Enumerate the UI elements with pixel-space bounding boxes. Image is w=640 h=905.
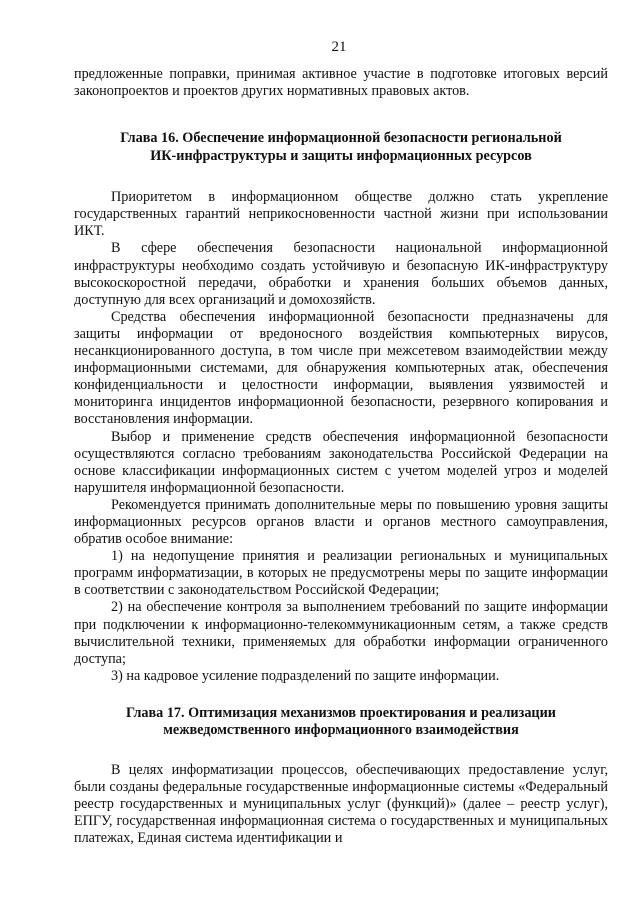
chapter-17-heading — [74, 705, 608, 740]
paragraph: Рекомендуется принимать дополнительные меры по повышению уровня защиты информационных ресурсов органов власти и органов местного самоуправления, обратив особое внимание: — [74, 496, 608, 548]
chapter-16-title-line-2: ИК-инфраструктуры и защиты информационных ресурсов — [150, 147, 532, 164]
chapter-17-title-line-1: Глава 17. Оптимизация механизмов проектирования и реализации — [126, 704, 556, 721]
paragraph: Выбор и применение средств обеспечения информационной безопасности осуществляются согласно требованиям законодательства Российской Федерации на основе классификации информационных систем с учетом моделей угроз и моделей нарушителя информационной безопасности. — [74, 428, 608, 496]
page-number: 21 — [331, 39, 347, 55]
list-item: 2) на обеспечение контроля за выполнением требований по защите информации при подключении к информационно-телекоммуникационным сетям, а также средств вычислительной техники, применяемых для обработки информации ограниченного доступа; — [74, 599, 608, 667]
chapter-16-body — [74, 189, 608, 685]
paragraph: В сфере обеспечения безопасности национальной информационной инфраструктуры необходимо создать устойчивую и безопасную ИК-инфраструктуру высокоскоростной передачи, обработки и хранения больших объемов данных, доступную для всех организаций и домохозяйств. — [74, 240, 608, 308]
list-item: 3) на кадровое усиление подразделений по защите информации. — [111, 667, 500, 684]
paragraph: В целях информатизации процессов, обеспечивающих предоставление услуг, были созданы федеральные государственные информационные системы «Федеральный реестр государственных и муниципальных услуг (функций)» (далее – реестр услуг), ЕПГУ, государственная информационная система о государственных и муниципальных платежах, Единая система идентификации и — [74, 761, 608, 847]
paragraph: Средства обеспечения информационной безопасности предназначены для защиты информации от вредоносного воздействия компьютерных вирусов, несанкционированного доступа, в том числе при межсетевом взаимодействии между информационными системами, для обнаружения компьютерных атак, обеспечения конфиденциальности и целостности информации, выявления уязвимостей и мониторинга инцидентов информационной безопасности, резервного копирования и восстановления информации. — [74, 308, 608, 428]
intro-paragraph: предложенные поправки, принимая активное участие в подготовке итоговых версий законопроектов и проектов других нормативных правовых актов. — [74, 66, 608, 100]
chapter-16-title-line-1: Глава 16. Обеспечение информационной безопасности региональной — [120, 130, 562, 147]
paragraph: Приоритетом в информационном обществе должно стать укрепление государственных гарантий неприкосновенности частной жизни при использовании ИКТ. — [74, 189, 608, 240]
list-item: 1) на недопущение принятия и реализации региональных и муниципальных программ информатизации, в которых не предусмотрены меры по защите информации в соответствии с законодательством Российской Федерации; — [74, 548, 608, 599]
chapter-17-title-line-2: межведомственного информационного взаимодействия — [163, 722, 519, 739]
chapter-17-body — [74, 762, 608, 847]
chapter-16-heading — [74, 130, 608, 165]
